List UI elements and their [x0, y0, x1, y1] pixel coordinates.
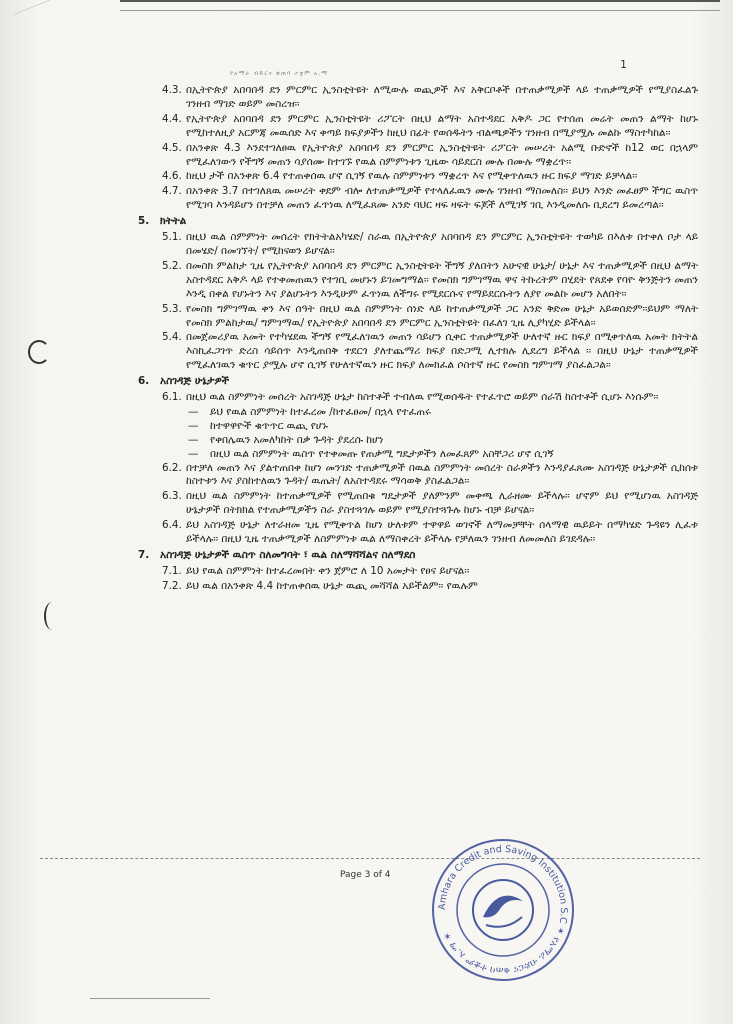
footer-divider: [40, 858, 700, 859]
clause-number: 4.3.: [162, 84, 182, 96]
clause-item: [162, 565, 698, 579]
section-6-items-continued: [162, 462, 698, 547]
bullet-dash: —: [188, 433, 199, 446]
bullet-dash: —: [188, 447, 199, 460]
section-4-items: [162, 84, 698, 213]
bullet-item: [188, 434, 698, 448]
bullet-text: በዚህ ዉል ስምምነት ዉስጥ የተቀመጡ የጠቃሚ ግዴታዎችን ለመፈጸም አስቸጋሪ ሆኖ ሲገኝ: [210, 447, 554, 460]
clause-number: 5.2.: [162, 259, 182, 272]
clause-number: 6.3.: [162, 490, 182, 503]
clause-text: ይህ የዉል ስምምነት ከተፈረመበት ቀን ጀምሮ ለ 10 አመታት የፀና ይሆናል፡፡: [186, 564, 470, 577]
clause-item: [162, 580, 698, 594]
clause-number: 5.4.: [162, 331, 182, 344]
clause-item: [162, 519, 698, 547]
section-7-items: [162, 565, 698, 594]
clause-text: የኢትዮጵያ አበባበዳ ደን ምርምር ኢንስቲትዩት ሪፖርት በዚህ ልማት አስተዳደር አቅዶ ጋር የተሰጠ መሬት መጠን ልማት ከሆኑ የሚከተለዚያ አርምጃ መዉሰድ እና ቀጣይ ክፍያዎችን ከዚህ በፊት የወሰዱትን ብልጫዎችን ገንዘብ በሚያሟሉ መልኩ ማስተካከል፡፡: [186, 112, 698, 139]
clause-item: [162, 490, 698, 518]
bullet-item: [188, 448, 698, 462]
clause-number: 6.1.: [162, 391, 182, 404]
document-body: [138, 84, 698, 595]
clause-item: [162, 142, 698, 170]
clause-text: ይህ አስገዳጅ ሁኔታ ለተራዘመ ጊዜ የሚቀጥል ከሆነ ሁለቱም ተዋዋይ ወገኖች ለማመቻቸት ሰላማዊ ዉይይት በማካሄድ ጉዳዩን ሊፈቱ ይችላሉ፡፡ በዚህ ጊዜ ተጠቃሚዎች ለስምምነቱ ዉል ለማስቀረት ይችላሉ የቻለዉን ገንዘብ ለመመለስ ይገደዳሉ፡፡: [186, 519, 698, 546]
page-number-top: 1: [620, 58, 627, 71]
clause-text: ከዚህ ታች በአንቀጽ 6.4 የተጠቀሰዉ ሆኖ ሲገኝ የዉሉ ስምምነቱን ማቋረጥ እና የሚቀጥለዉን ዙር ክፍያ ማገድ ይቻላል፡፡: [186, 170, 638, 183]
clause-item: [162, 260, 698, 302]
institution-stamp: [428, 835, 578, 985]
bullet-dash: —: [188, 405, 199, 418]
clause-number: 4.7.: [162, 185, 182, 198]
hole-punch-mark: [28, 340, 50, 364]
section-5-heading: 5. ክትትል: [138, 215, 187, 228]
clause-text: በመስክ ምልከታ ጊዜ የኢትዮጵያ አበባበዳ ደን ምርምር ኢንስቲትዩት ችግኝ ያለበትን አሁናዊ ሁኔታ/ ሁኔታ እና ተጠቃሚዎች በዚህ ልማት አስተዳደር አቅዶ ላይ የተቀመጠዉን የተገቢ መሆኑን ይገመግማል፡፡ የመስክ ግምገማዉ ዋና ትኩረትም በሂደት የጸደቀ የባዮ ቅንጅትን መጠን እንዲ በቀል የሆኑትን እና ያልሆኑትን እንዲሁም ፈጥነዉ ለችግሩ የሚደርሱና የማይደርሱትን ለያየ መልኩ መሆን አለበት፡፡: [186, 259, 698, 300]
clause-number: 5.1.: [162, 231, 182, 244]
clause-item: [162, 113, 698, 141]
clause-item: [162, 331, 698, 373]
clause-text: በመጀመሪያዉ አመት የተካሄደዉ ችግኝ የሚፈለገዉን መጠን ሳይሆን ሲቀር ተጠቃሚዎች ሁለተኛ ዙር ክፍያ በሚቀጥለዉ አመት ክትትል እስኪፈጋገጥ ድረስ ሳይሰጥ እንዲጠበቅ ተደርጎ ያለተጨማሪ ክፍያ በድጋሚ ሊተክሉ ሊደረግ ይችላል ፡፡ በዚህ ሁኔታ ተጠቃሚዎች የሚፈለገዉን ቁጥር ያሟሉ ሆኖ ሲገኝ የሁለተኛዉን ዙር ክፍያ ለመክፈል ሶስተኛ ዙር የመስክ ግምገማ ያስፈልጋል፡፡: [186, 331, 698, 372]
clause-number: 6.4.: [162, 519, 182, 532]
clause-number: 7.1.: [162, 564, 182, 577]
page-label: Page 3 of 4: [340, 870, 391, 880]
clause-number: 7.2.: [162, 579, 182, 592]
clause-text: በአንቀጽ 3.7 በተገለጸዉ መሠረት ቀደም ብሎ ለተጠቃሚዎች የተላለፈዉን ሙሉ ገንዘብ ማስመለስ፡፡ ይህን እንድ መፈፀም ችግር ዉስጥ የሚገባ እንዳይሆን በተቻለ መጠን ፈጥነዉ ለሚፈጸሙ አንድ ባህር ዛፍ ዛፍት ፍጆች ለሚገኝ ገቢ እንዲመለሱ ቢደረግ ይመረጣል፡፡: [186, 185, 698, 212]
clause-item: [162, 462, 698, 490]
bullet-text: ይህ የዉል ስምምነት ከተፈረመ /ከተፈፀመ/ በኋላ የተፈጠሩ: [210, 405, 431, 418]
clause-number: 4.4.: [162, 112, 182, 125]
clause-text: ይህ ዉል በአንቀጽ 4.4 ከተጠቀሰዉ ሁኔታ ዉጪ መሻሻል አይችልም፡፡ የዉሉም: [186, 579, 478, 592]
clause-item: [162, 303, 698, 331]
section-6-bullets: [188, 406, 698, 462]
clause-text: በዚህ ዉል ስምምነት መሰረት አስገዳጅ ሁኔታ ከስተቶች ተብለዉ የሚወሰዱት የተፈጥሮ ወይም ሰራሽ ከስተቶች ሲሆኑ እነሱም፡፡: [186, 391, 659, 404]
clause-number: 5.3.: [162, 302, 182, 315]
clause-text: በተቻለ መጠን እና ያልተጠበቀ ከሆነ መንገድ ተጠቃሚዎች በዉል ስምምነት መሰረት ስራዎችን እንዳያፈጸሙ አስገዳጅ ሁኔታዎች ሲከሰቱ ከስተቱን እና ያስከተለዉን ጉዳት/ ዉጤት/ ለአስተዳደሩ ማሳወቅ ያስፈልጋል፡፡: [186, 461, 698, 488]
section-6-items: [162, 391, 698, 405]
clause-number: 6.2.: [162, 461, 182, 474]
clause-text: በዚህ ዉል ስምምነት መሰረት የክትትልአካሄድ/ ስራዉ በኢትዮጵያ አበባበዳ ደን ምርምር ኢንስቲትዩት ተወካይ በእለቱ በተቀለ ቦታ ላይ በመሄድ/ በመገኘት/ የሚከናወን ይሆናል፡፡: [186, 231, 698, 257]
clause-item: [162, 391, 698, 405]
hole-punch-mark-2: [44, 602, 60, 630]
clause-text: የመስክ ግምገማዉ ቀን እና ሰዓት በዚህ ዉል ስምምነት ሰነድ ላይ ከተጠቃሚዎች ጋር አንድ ቅድመ ሁኔታ አይወሰድም፡፡ይህም ማለት የመስክ ምልከታዉ/ ግምገማዉ/ የኢትዮጵያ አበባበዳ ደን ምርምር ኢንስቲትዩት በፈለገ ጊዜ ሊያካሂድ ይችላል፡፡: [186, 302, 698, 329]
section-6-heading: 6. አስገዳጅ ሁኔታዎች: [138, 375, 230, 388]
clause-item: [162, 231, 698, 259]
clause-item: [162, 170, 698, 184]
clause-text: በኢትዮጵያ አበባበዳ ደን ምርምር ኢንስቲትዩት ለሚውሉ ወጪዎች እና አቅርቦቶች በተጠቃሚዎች ላይ ተጠቃሚዎች የሚያስፈልጉ ገንዘብ ማገድ ወይም መስረዝ፡፡: [186, 84, 698, 110]
clause-item: [162, 185, 698, 213]
stamp-ring-text: Amhara Credit and Saving Institution S.C ✶ የአማራ ብድርና ቁጠባ ተቋም አ.ማ ✶: [436, 843, 570, 977]
clause-item: [162, 84, 698, 112]
section-5-items: [162, 231, 698, 373]
bullet-text: የቀበሌዉን አመለካከት በቃ ጉዳት ያደረሱ ከሆነ: [210, 433, 384, 446]
bullet-text: ከተዋዋዮች ቁጥጥር ዉጪ የሆኑ: [210, 419, 328, 432]
corner-scan-mark: [14, 0, 141, 52]
clause-number: 4.5.: [162, 141, 182, 154]
bottom-rule: [90, 998, 210, 999]
bullet-item: [188, 406, 698, 420]
faded-header: የአማራ ብድርና ቁጠባ ተቋም አ.ማ: [230, 70, 328, 77]
bullet-dash: —: [188, 419, 199, 432]
bullet-item: [188, 420, 698, 434]
clause-number: 4.6.: [162, 170, 182, 183]
stamp-emblem: [473, 880, 533, 940]
section-7-heading: 7. አስገዳጅ ሁኔታዎች ዉስጥ ስለመግባት ፣ ዉል ስለማሻሻልና ስለማደስ: [138, 549, 416, 561]
clause-text: በአንቀጽ 4.3 እንደተገለፀዉ የኢትዮጵያ አበባበዳ ደን ምርምር ኢንስቲትዩት ሪፖርት መሠረት አልሚ ቡድኖች ከ12 ወር በኋላም የሚፈለገውን የችግኝ መጠን ሳያሰሙ ከተገኙ የዉል ስምምነቱን ጊዜው ሳይደርስ ሙሉ በሙሉ ማቋረጥ፡፡: [186, 141, 698, 168]
clause-text: በዚህ ዉል ስምምነት ከተጠቃሚዎች የሚጠበቁ ግዴታዎች ያለምንም መቀጫ ሊራዘሙ ይችላሉ፡፡ ሆኖም ይህ የሚሆነዉ አስገዳጅ ሁኔታዎች በትክክል የተጠቃሚዎችን ስራ ያስተጓጎሉ ወይም የሚያስተጓጉሉ ከሆኑ ብቻ ይሆናል፡፡: [186, 490, 698, 517]
page-top-edge: [120, 0, 720, 11]
